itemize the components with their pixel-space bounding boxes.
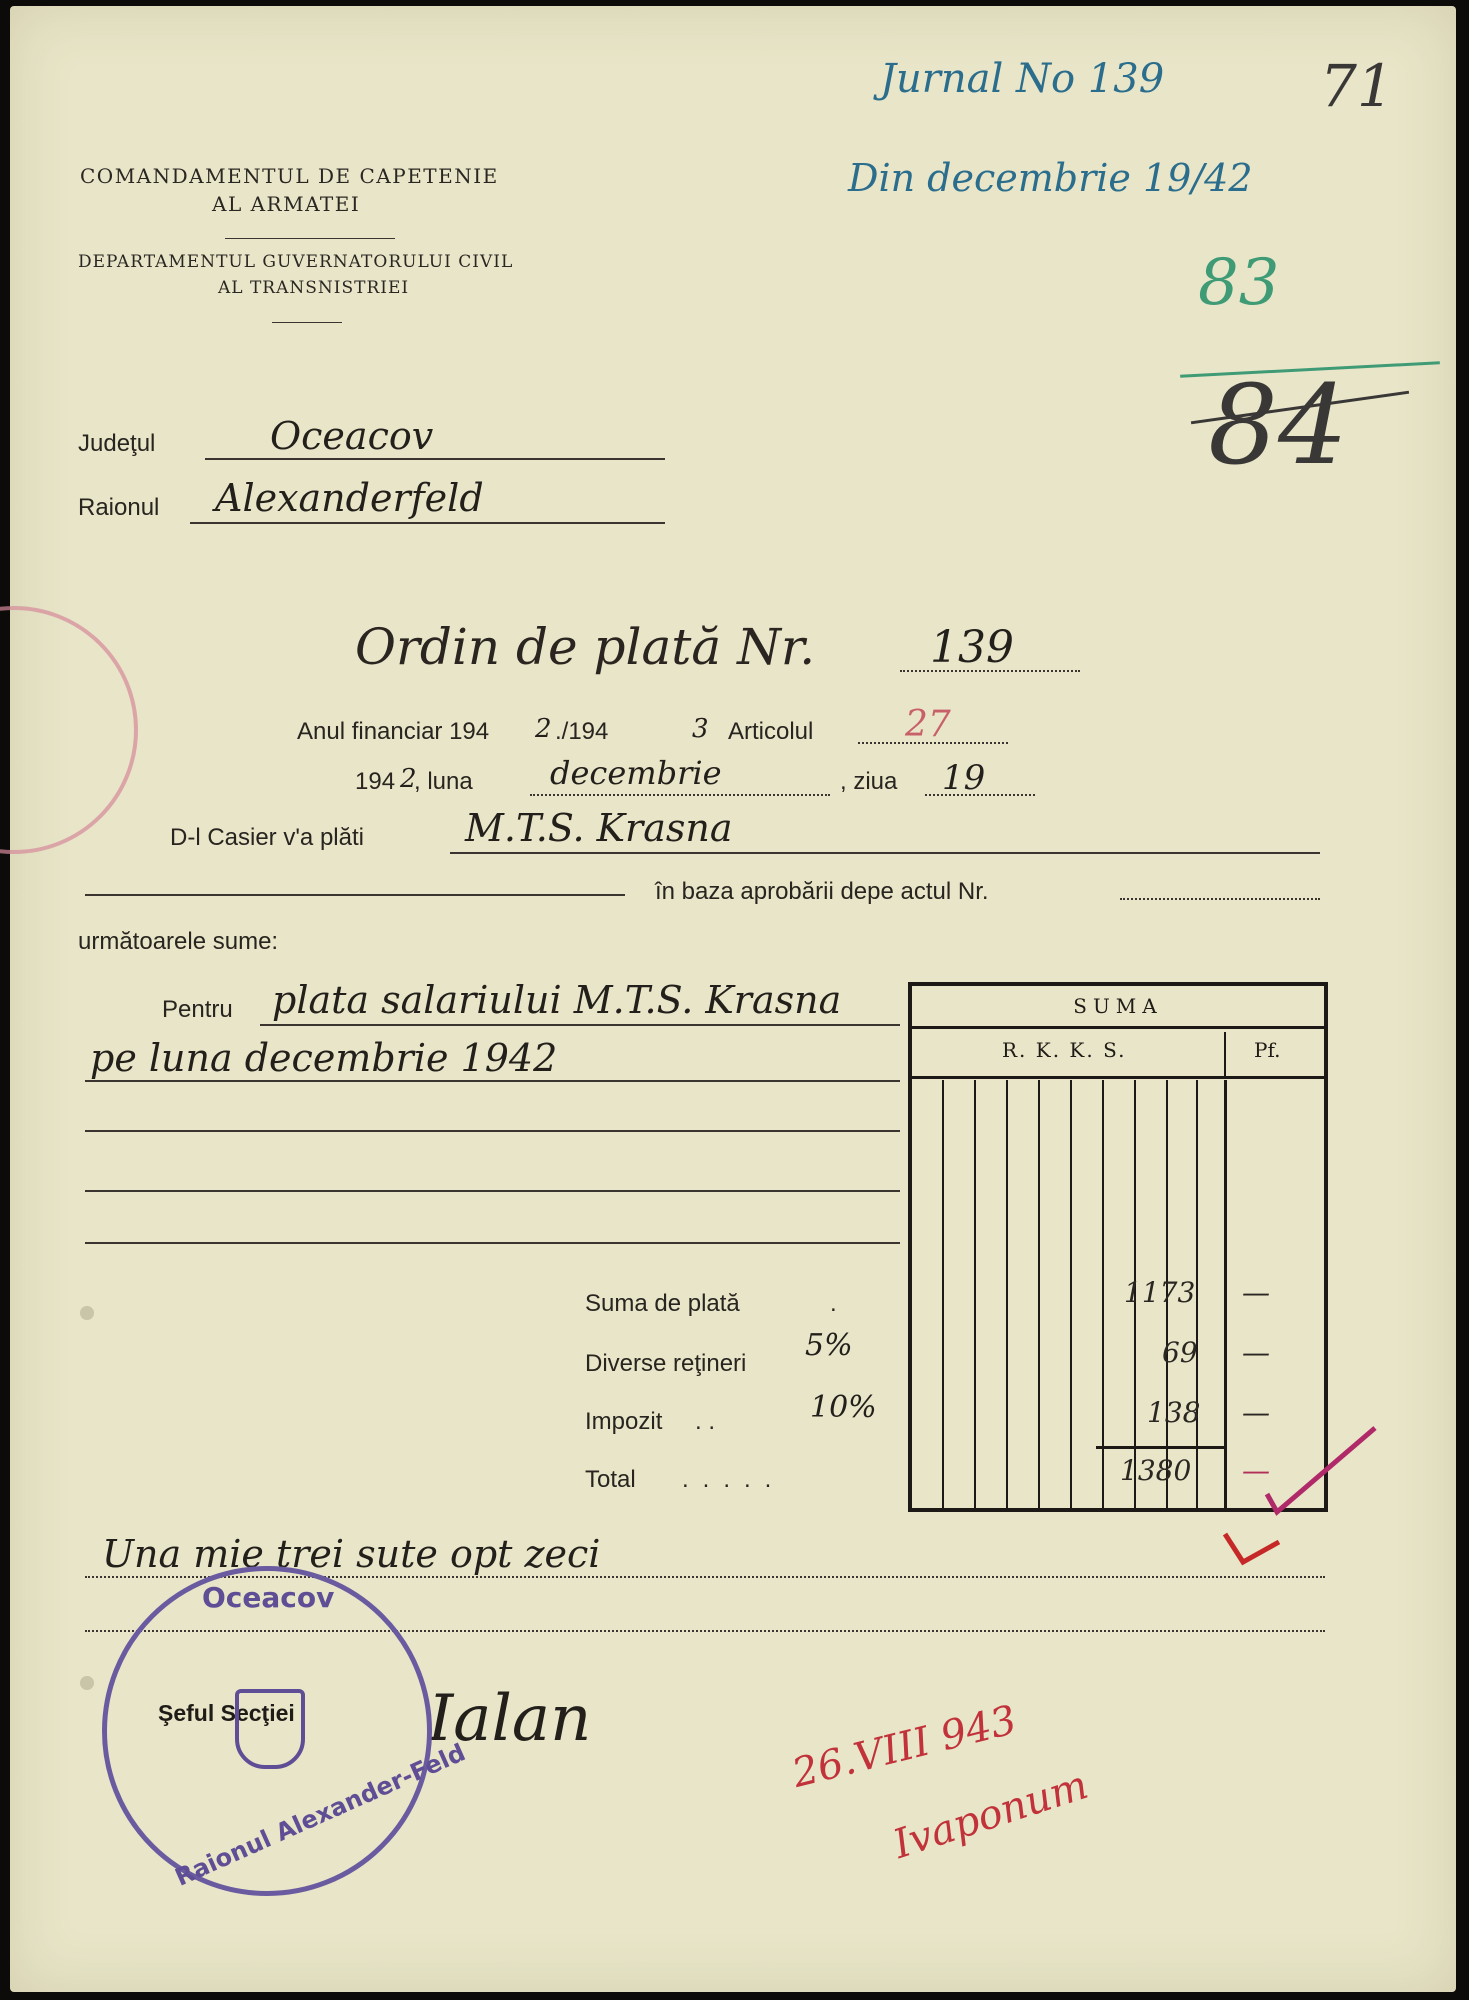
amount-total: 1380 — [1120, 1454, 1192, 1487]
pf-impozit: — — [1242, 1396, 1270, 1429]
check-marks — [1205, 1424, 1385, 1574]
amount-retineri: 69 — [1162, 1336, 1198, 1369]
amount-impozit: 138 — [1147, 1396, 1201, 1429]
articol-label: Articolul — [728, 718, 814, 745]
jurnal-note: Jurnal No 139 — [880, 56, 1165, 102]
header-line-4: AL TRANSNISTRIEI — [218, 278, 410, 298]
purpose-rule-1 — [260, 1024, 900, 1026]
luna-label: , luna — [414, 768, 473, 795]
casier-label: D-l Casier v'a plăti — [170, 824, 364, 851]
date-year-digit: 2 — [400, 764, 417, 794]
header-line-3: DEPARTAMENTUL GUVERNATORULUI CIVIL — [78, 252, 514, 272]
raion-label: Raionul — [78, 494, 160, 521]
sef-signature: Ialan — [428, 1682, 592, 1756]
articol-line — [858, 742, 1008, 744]
row-label-impozit: Impozit — [585, 1408, 663, 1435]
row-dots-4: ..... — [682, 1466, 786, 1493]
red-date: 26.VIII 943 — [787, 1696, 1022, 1798]
stamp-bottom-text: Raionul Alexander-Feld — [170, 1738, 470, 1892]
an-financiar-label: Anul financiar 194 — [297, 718, 490, 745]
raion-value: Alexanderfeld — [215, 476, 484, 520]
an-separator: ./194 — [555, 718, 609, 745]
table-col-line — [1006, 1080, 1008, 1508]
table-col-line — [1196, 1080, 1198, 1508]
payee-line — [450, 852, 1320, 854]
col-rkks-label: R. K. K. S. — [1002, 1038, 1127, 1062]
row-dots-3: . . — [695, 1408, 716, 1435]
suma-header: SUMA — [912, 986, 1324, 1029]
purpose-line-1: plata salariului M.T.S. Krasna — [272, 978, 842, 1022]
table-col-line — [974, 1080, 976, 1508]
table-col-line — [1070, 1080, 1072, 1508]
amount-in-words: Una mie trei sute opt zeci — [102, 1532, 601, 1576]
header-divider — [225, 238, 395, 239]
pink-stamp-fragment — [0, 606, 138, 854]
ziua-label: , ziua — [840, 768, 898, 795]
an-start-digit: 2 — [535, 714, 552, 744]
ziua-value: 19 — [942, 758, 986, 798]
punch-hole — [80, 1676, 94, 1690]
impozit-percent: 10% — [810, 1390, 877, 1425]
page-number-note: 71 — [1320, 52, 1394, 120]
retineri-percent: 5% — [805, 1328, 853, 1363]
green-number-note: 83 — [1198, 246, 1280, 320]
aprobare-label: în baza aprobării depe actul Nr. — [655, 878, 989, 905]
header-divider-2 — [272, 322, 342, 323]
purpose-rule-3 — [85, 1130, 900, 1132]
red-signature: Ivaponum — [887, 1762, 1094, 1868]
document-title: Ordin de plată Nr. — [355, 618, 816, 676]
row-label-total: Total — [585, 1466, 636, 1493]
pf-retineri: — — [1242, 1336, 1270, 1369]
sef-label: Şeful Secţiei — [158, 1700, 295, 1726]
col-pf-label: Pf. — [1254, 1038, 1281, 1062]
suma-subheader — [912, 1026, 1324, 1079]
aprobare-line — [1120, 898, 1320, 900]
table-col-line — [942, 1080, 944, 1508]
violet-stamp — [102, 1566, 470, 1896]
sume-label: următoarele sume: — [78, 928, 279, 955]
coat-of-arms-icon — [235, 1689, 305, 1769]
payment-order-document — [10, 6, 1456, 1992]
amount-suma: 1173 — [1124, 1276, 1196, 1309]
pf-total: — — [1242, 1454, 1270, 1487]
date-year-prefix: 194 — [355, 768, 396, 795]
raion-line — [190, 522, 665, 524]
judet-line — [205, 458, 665, 460]
check-mark-icon — [1225, 1534, 1279, 1562]
table-col-line — [1102, 1080, 1104, 1508]
pentru-label: Pentru — [162, 996, 233, 1023]
luna-value: decembrie — [550, 754, 722, 792]
purpose-rule-4 — [85, 1190, 900, 1192]
pf-divider — [1224, 1032, 1226, 1076]
row-dots-1: . — [830, 1290, 837, 1317]
header-line-1: COMANDAMENTUL DE CAPETENIE — [80, 164, 499, 188]
check-mark-icon — [1267, 1428, 1375, 1512]
punch-hole — [80, 1306, 94, 1320]
order-number: 139 — [930, 622, 1014, 673]
order-number-line — [900, 670, 1080, 672]
purpose-line-2: pe luna decembrie 1942 — [90, 1036, 558, 1080]
purpose-rule-5 — [85, 1242, 900, 1244]
row-label-retineri: Diverse reţineri — [585, 1350, 747, 1377]
table-col-line — [1038, 1080, 1040, 1508]
judet-label: Judeţul — [78, 430, 156, 457]
purpose-rule-2 — [85, 1080, 900, 1082]
payee-value: M.T.S. Krasna — [465, 806, 733, 850]
stamp-top-text: Oceacov — [202, 1581, 335, 1614]
articol-value: 27 — [905, 704, 951, 745]
pf-suma: — — [1242, 1276, 1270, 1309]
header-line-2: AL ARMATEI — [212, 192, 361, 216]
row-label-suma: Suma de plată — [585, 1290, 740, 1317]
luna-line — [530, 794, 830, 796]
ziua-line — [925, 794, 1035, 796]
an-end-digit: 3 — [692, 714, 709, 744]
judet-value: Oceacov — [270, 414, 434, 458]
din-data-note: Din decembrie 19/42 — [848, 156, 1253, 200]
grey-number-note: 84 — [1208, 361, 1348, 489]
blank-line-1 — [85, 894, 625, 896]
